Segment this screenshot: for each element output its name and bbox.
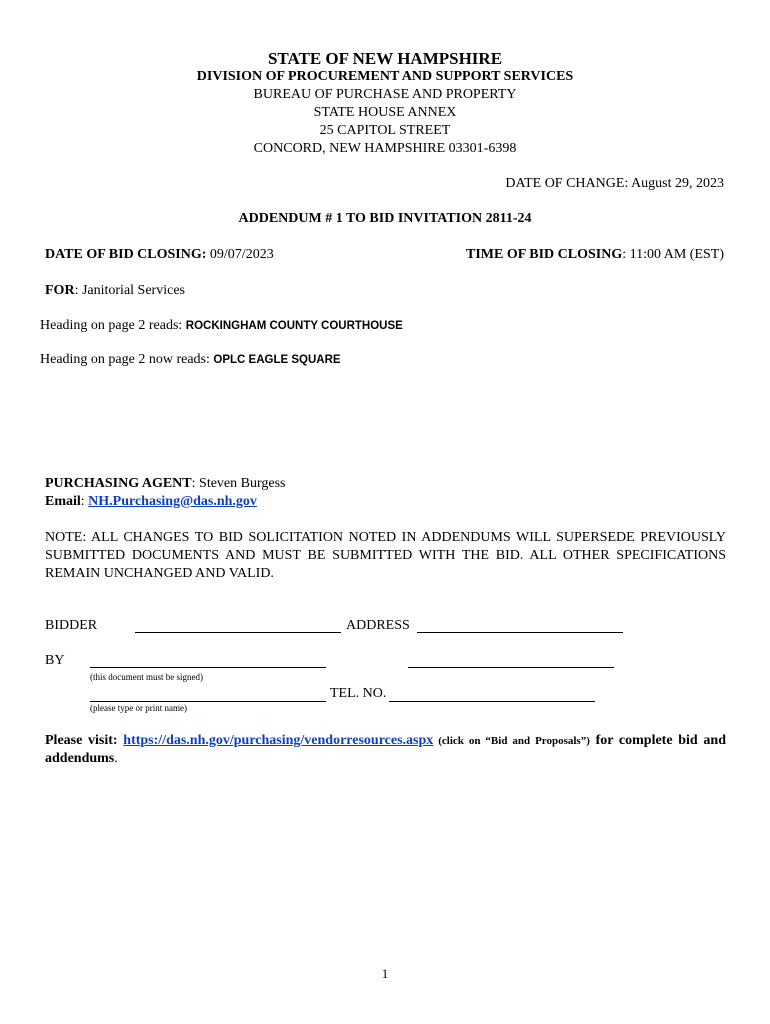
visit-prefix: Please visit: bbox=[45, 733, 124, 748]
printed-name-field-line[interactable] bbox=[90, 689, 326, 702]
changes-note: NOTE: ALL CHANGES TO BID SOLICITATION NOTED IN ADDENDUMS WILL SUPERSEDE PREVIOUSLY SUBMITTED DOCUMENTS AND MUST BE SUBMITTED WITH THE BID. ALL OTHER SPECIFICATIONS REMAIN UNCHANGED AND VALID. bbox=[45, 530, 726, 581]
change-original-value: ROCKINGHAM COUNTY COURTHOUSE bbox=[185, 320, 403, 332]
tel-field-line[interactable] bbox=[389, 689, 595, 702]
vendor-resources-link[interactable]: https://das.nh.gov/purchasing/vendorresources.aspx bbox=[123, 733, 434, 748]
header-street: 25 CAPITOL STREET bbox=[319, 123, 451, 138]
header-division: DIVISION OF PROCUREMENT AND SUPPORT SERVICES bbox=[196, 69, 574, 84]
bidder-label: BIDDER bbox=[45, 618, 98, 633]
date-of-change: DATE OF CHANGE: August 29, 2023 bbox=[505, 176, 724, 191]
visit-notice bbox=[45, 732, 726, 768]
email-separator: : bbox=[80, 494, 89, 509]
change-new-value: OPLC EAGLE SQUARE bbox=[213, 354, 341, 366]
header-bureau: BUREAU OF PURCHASE AND PROPERTY bbox=[253, 87, 517, 102]
agent-email-line bbox=[45, 494, 257, 510]
visit-click-hint: (click on “Bid and Proposals”) bbox=[433, 735, 590, 747]
header-city: CONCORD, NEW HAMPSHIRE 03301-6398 bbox=[253, 141, 517, 156]
signature-field-line[interactable] bbox=[90, 655, 326, 668]
by-label: BY bbox=[45, 653, 65, 668]
change-new-heading bbox=[40, 352, 341, 368]
for-label: FOR bbox=[45, 283, 75, 298]
bid-closing-date-label: DATE OF BID CLOSING: bbox=[45, 247, 207, 262]
bidder-field-line[interactable] bbox=[135, 620, 341, 633]
visit-period: . bbox=[114, 751, 118, 766]
bid-closing-date bbox=[45, 247, 274, 263]
for-line bbox=[45, 283, 185, 299]
bid-closing-date-value: 09/07/2023 bbox=[206, 247, 274, 262]
header-building: STATE HOUSE ANNEX bbox=[313, 105, 457, 120]
visit-suffix: for complete bid and addendums bbox=[45, 733, 726, 766]
bid-closing-time bbox=[466, 247, 724, 263]
bid-closing-time-value: : 11:00 AM (EST) bbox=[622, 247, 724, 262]
header-state: STATE OF NEW HAMPSHIRE bbox=[267, 49, 503, 68]
email-link[interactable]: NH.Purchasing@das.nh.gov bbox=[88, 494, 257, 509]
page-number: 1 bbox=[381, 966, 389, 981]
signed-hint: (this document must be signed) bbox=[90, 672, 203, 682]
address-second-line[interactable] bbox=[408, 655, 614, 668]
change-original-heading bbox=[40, 318, 403, 334]
agent-name: : Steven Burgess bbox=[191, 476, 286, 491]
for-value: : Janitorial Services bbox=[74, 283, 185, 298]
agent-label: PURCHASING AGENT bbox=[45, 476, 192, 491]
print-hint: (please type or print name) bbox=[90, 703, 187, 713]
tel-label: TEL. NO. bbox=[330, 686, 387, 701]
change-original-prefix: Heading on page 2 reads: bbox=[40, 318, 186, 333]
change-new-prefix: Heading on page 2 now reads: bbox=[40, 352, 214, 367]
email-label: Email bbox=[45, 494, 81, 509]
bid-closing-time-label: TIME OF BID CLOSING bbox=[466, 247, 623, 262]
address-field-line[interactable] bbox=[417, 620, 623, 633]
address-label: ADDRESS bbox=[346, 618, 410, 633]
purchasing-agent bbox=[45, 476, 286, 492]
addendum-title: ADDENDUM # 1 TO BID INVITATION 2811-24 bbox=[238, 211, 532, 226]
